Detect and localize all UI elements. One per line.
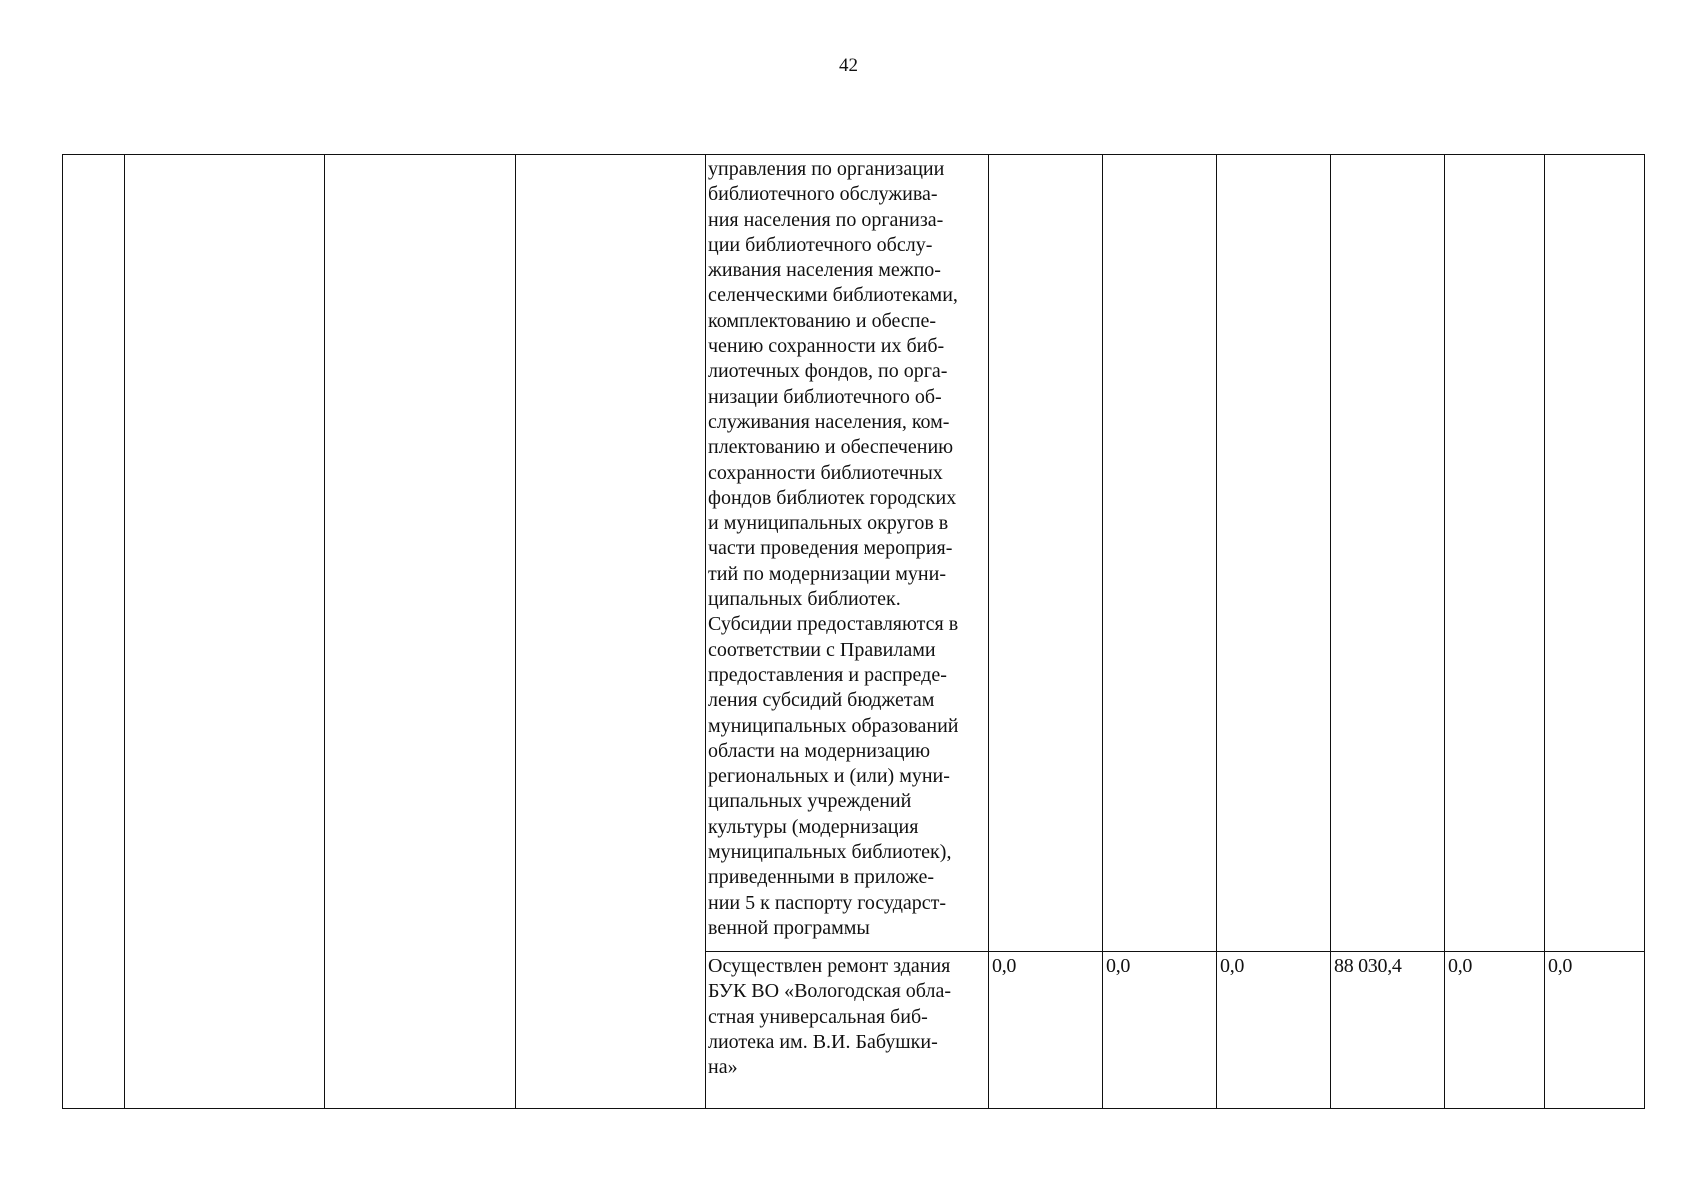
empty-cell [325, 155, 516, 1109]
empty-cell [516, 155, 706, 1109]
value-cell: 0,0 [989, 952, 1103, 1109]
empty-cell [63, 155, 125, 1109]
empty-cell [1545, 155, 1645, 952]
empty-cell [1217, 155, 1331, 952]
description-cell: управления по организации библиотечного обслужива- ния населения по организа- ции библиотечного обслу- живания населения межпо- селенческими библиотеками, комплектованию и обеспе- чению сохранности их биб- лиотечных фондов, по орга- низации библиотечного об- служивания населения, ком- плектованию и обеспечению сохранности библиотечных фондов библиотек городских и муниципальных округов в части проведения мероприя- тий по модернизации муни- ципальных библиотек. Субсидии предоставляются в соответствии с Правилами предоставления и распреде- ления субсидий бюджетам муниципальных образований области на модернизацию региональных и (или) муни- ципальных учреждений культуры (модернизация муниципальных библиотек), приведенными в приложе- нии 5 к паспорту государст- венной программы [706, 155, 989, 952]
page-number: 42 [839, 55, 858, 76]
table-row [63, 155, 1645, 952]
value-cell: 88 030,4 [1331, 952, 1445, 1109]
value-cell: 0,0 [1217, 952, 1331, 1109]
value-cell: 0,0 [1545, 952, 1645, 1109]
document-table [62, 154, 1645, 1109]
empty-cell [125, 155, 325, 1109]
value-cell: 0,0 [1103, 952, 1217, 1109]
empty-cell [989, 155, 1103, 952]
empty-cell [1445, 155, 1545, 952]
empty-cell [1103, 155, 1217, 952]
value-cell: 0,0 [1445, 952, 1545, 1109]
empty-cell [1331, 155, 1445, 952]
description-cell: Осуществлен ремонт здания БУК ВО «Вологодская обла- стная универсальная биб- лиотека им. В.И. Бабушки- на» [706, 952, 989, 1109]
